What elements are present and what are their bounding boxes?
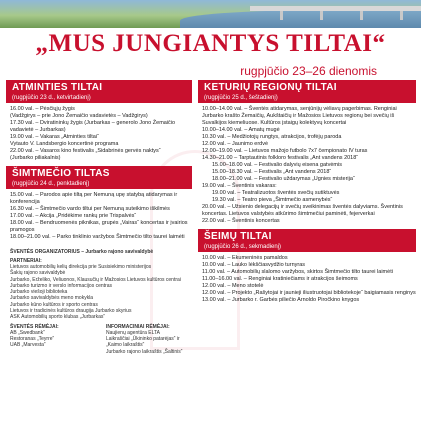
section-header-seimu: ŠEIMŲ TILTAI — [198, 229, 416, 243]
bridge-pier — [320, 11, 323, 20]
list-item: 16.30 val. – Šimtmečio vardo tiltui per Nemuną suteikimo iškilmės — [10, 206, 170, 212]
bridge-pier — [280, 11, 283, 20]
list-item: Jurbarko savivaldybės meno mokykla — [10, 295, 94, 302]
list-item: Jurbarko rajono laikraštis „Šaltinis“ — [106, 348, 183, 355]
list-item: Vytauto V. Landsbergio koncertinė programa — [10, 141, 119, 147]
list-item: 12.00–19.00 val. – Lietuvos mažojo futbolo 7x7 čempionato IV turas — [202, 148, 368, 154]
list-item: 10.30 val. – Medžiotojų rungtys, atrakcijos, trofėjų paroda — [202, 134, 342, 140]
sponsors-title: ŠVENTĖS RĖMĖJAI: — [10, 323, 59, 330]
list-item: 10.00 val. – Ekumeninės pamaldos — [202, 255, 288, 261]
list-item: (Vadžgirys – prie Jono Žemaičio vadavietės – Vadžgirys) — [10, 113, 148, 119]
list-item: 10.00–14.00 val. – Amatų mugė — [202, 127, 280, 133]
list-item: 18.00–21.00 val. – Festivalio uždarymas „Ugnies misterija“ — [212, 176, 355, 182]
list-item: 18.00–21.00 val. – Parko tinklinio varžybos Šimtmečio tilto taurei laimėti — [10, 234, 185, 240]
list-item: 17.00 val. – Akcija „Pridėkime rankų prie Trispalvės“ — [10, 213, 137, 219]
list-item: 19.00 val. – Vakaras „Atminties tiltai“ — [10, 134, 99, 140]
list-item: 10.00–14.00 val. – Šventės atidarymas, senjūnijų vėliavų pagerbimas. Renginiai Jurbarko krašto Žemaičių, Aukštaičių ir Mažosios Lietuvos regionų bei svečių iš Suvalkijos kiemeliuose. Kultūros įstaigų kolektyvų koncertai — [202, 106, 397, 126]
event-list-regionai — [198, 103, 416, 225]
section-date-seimu: (rugpjūčio 26 d., sekmadienį) — [198, 243, 416, 252]
list-item: Laikraščiai „Ūkininko patarėjas“ ir „Kaimo laikraštis“ — [106, 335, 180, 349]
bridge-pier — [360, 11, 363, 20]
list-item: 12.00 val. – Projekto „Rašytojai ir jaunieji iliustruotojai bibliotekoje“ baigiamasis renginys — [202, 290, 416, 296]
section-date-regionai: (rugpjūčio 25 d., šeštadienį) — [198, 94, 416, 103]
section-date-atmintis: (rugpjūčio 23 d., ketvirtadienį) — [6, 94, 192, 103]
section-date-simtmetis: (rugpjūčio 24 d., penktadienį) — [6, 180, 192, 189]
list-item: 22.00 val. – Šventinis koncertas — [202, 218, 280, 224]
list-item: 20.00 val. – Užsienio delegacijų ir svečių sveikinimas šventės dalyviams. Šventinis koncertas. Lietuvos valstybės atkūrimo šimtmečiui paminėti, fejerverkai — [202, 204, 403, 217]
list-item: AB „Swedbank“ — [10, 329, 45, 336]
list-item: Naujienų agentūra ELTA — [106, 329, 161, 336]
list-item: 15.00 val. – Parodos apie tiltą per Nemuną upę statybą atidarymas ir konferencija — [10, 192, 178, 205]
list-item: 10.00 val. – Lauko lėkščiasvydžio turnyras — [202, 262, 306, 268]
list-item: 12.00 val. – Meno stotelė — [202, 283, 264, 289]
list-item: 18.00 val. – Bendruomenės piknikas, grupės „Vairas“ koncertas ir įvairios pramogos — [10, 220, 188, 233]
list-item: Jurbarko kūno kultūros ir sporto centras — [10, 301, 98, 308]
list-item: 12.00 val. – Jaunimo erdvė — [202, 141, 269, 147]
event-dates: rugpjūčio 23–26 dienomis — [240, 64, 377, 78]
bridge-graphic — [250, 6, 421, 11]
page-title: „MUS JUNGIANTYS TILTAI“ — [35, 30, 386, 57]
section-header-simtmetis: ŠIMTMEČIO TILTAS — [6, 166, 192, 180]
list-item: 14.30–21.00 – Tarptautinis folkloro festivalis „Ant vandens 2018“ — [202, 155, 359, 161]
info-sponsors-title: INFORMACINIAI RĖMĖJAI: — [106, 323, 170, 330]
list-item: 15.00–18.00 val. – Festivalio dalyvių eisena gatvėmis — [212, 162, 342, 168]
left-column — [6, 80, 192, 355]
list-item: 19.30 val. – Teatro pieva „Šimtmečio asmenybės“ — [212, 197, 333, 203]
list-item: Lietuvos automobilių kelių direkcija prie Susisiekimo ministerijos — [10, 264, 152, 270]
list-item: 13.00 val. – Jurbarko r. Garbės piliečio Arnoldo Piročkino knygos — [202, 297, 360, 303]
list-item: 19.00 val. – Šventinis vakaras: — [202, 183, 277, 189]
event-list-seimu — [198, 252, 416, 304]
list-item: Šakių rajono savivaldybė — [10, 270, 66, 277]
event-list-simtmetis — [6, 189, 192, 241]
right-column — [198, 80, 416, 304]
section-header-regionai: KETURIŲ REGIONŲ TILTAI — [198, 80, 416, 94]
organizer-title: ŠVENTĖS ORGANIZATORIUS – Jurbarko rajono savivaldybė — [10, 249, 154, 255]
list-item: Jurbarko viešoji biblioteka — [10, 289, 68, 296]
section-header-atmintis: ATMINTIES TILTAI — [6, 80, 192, 94]
list-item: 15.00–18.30 val. – Festivalis „Ant vandens 2018“ — [212, 169, 332, 175]
list-item: 11.00–16.00 val. – Renginiai kratiniečiams ir atrakcijos šeimoms — [202, 276, 358, 282]
list-item: (Jurbarko piliakalnis) — [10, 155, 61, 161]
list-item: 16.00 val. – Pėsčiųjų žygis — [10, 106, 75, 112]
list-item: Restoranas „Teyrre“ — [10, 335, 55, 342]
sponsors-block — [6, 321, 192, 355]
list-item: 17.30 val. – Dviratininkų žygis (Jurbarkas – generolo Jono Žemaičio vadavietė – Jurbarkas) — [10, 120, 176, 133]
list-item: Jurbarko turizmo ir verslo informacijos centras — [10, 282, 112, 289]
list-item: ASK Automobilių sporto klubas „Jurbarkas“ — [10, 314, 106, 321]
partners-title: PARTNERIAI: — [10, 258, 42, 264]
event-list-atmintis — [6, 103, 192, 162]
list-item: Jurbarko, Erželiko, Veliuonos, Klausučių ir Mažosios Lietuvos kultūros centrai — [10, 276, 181, 283]
list-item: Lietuvos ir tradicinės kultūros draugija Jurbarko skyrius — [10, 308, 132, 315]
list-item: UAB „Marvesta“ — [10, 342, 46, 349]
river-graphic — [180, 10, 421, 28]
header-photo — [0, 0, 421, 28]
list-item: 22.00 val. – Vasaros kino festivalis „Sidabrinės gervės naktys“ — [10, 148, 161, 154]
list-item: 19.00 val. – Teatralizuotos šventės svečių sutiktuvės — [212, 190, 340, 196]
bridge-pier — [400, 11, 403, 20]
list-item: 11.00 val. – Automobilių slalomo varžybos, skirtos Šimtmečio tilto taurei laimėti — [202, 269, 393, 275]
